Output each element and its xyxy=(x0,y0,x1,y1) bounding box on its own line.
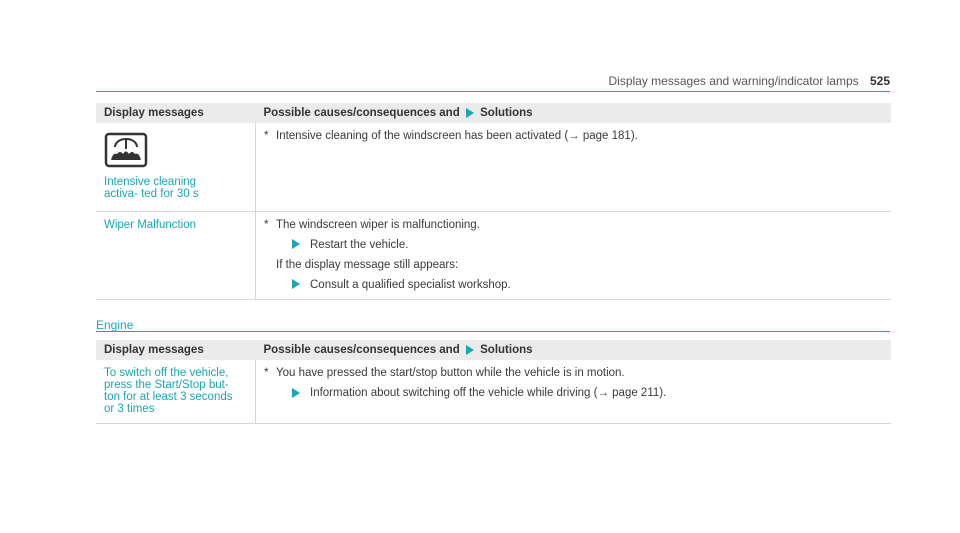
table-header-row xyxy=(96,340,891,360)
bullet: * xyxy=(264,218,269,231)
solution-step: Consult a qualified specialist workshop. xyxy=(292,279,883,291)
col-header-causes-solutions: Possible causes/consequences and Solutions xyxy=(256,103,892,123)
col-header-causes-solutions: Possible causes/consequences and Solutions xyxy=(256,340,892,360)
table-header-row xyxy=(96,103,891,123)
display-messages-table-wiper xyxy=(96,103,891,300)
header-divider xyxy=(96,91,890,92)
table-row xyxy=(96,360,891,424)
cause-item: * Intensive cleaning of the windscreen has been activated (→ page 181). xyxy=(264,130,638,142)
step-arrow-icon xyxy=(292,388,300,398)
table-row xyxy=(96,211,891,299)
section-title-engine: Engine xyxy=(96,318,134,332)
display-messages-table-engine xyxy=(96,340,891,424)
solution-step: Restart the vehicle. xyxy=(292,239,883,251)
solution-arrow-icon xyxy=(466,345,474,355)
col-header-display-messages: Display messages xyxy=(96,103,256,123)
message-text: To switch off the vehicle, press the Start/Stop but- ton for at least 3 seconds or 3 times xyxy=(104,367,233,415)
cause-item: * You have pressed the start/stop button while the vehicle is in motion. xyxy=(264,367,625,379)
running-header xyxy=(609,74,891,88)
page-reference-link[interactable]: page 181). xyxy=(582,130,638,142)
solution-step: Information about switching off the vehicle while driving (→ page 211). xyxy=(292,387,883,399)
message-text: Intensive cleaning activa- ted for 30 s xyxy=(104,176,199,200)
cause-cell xyxy=(256,211,892,299)
reference-arrow-icon: → xyxy=(568,130,580,142)
table-row xyxy=(96,123,891,211)
cause-item: * The windscreen wiper is malfunctioning. xyxy=(264,218,480,231)
message-cell xyxy=(96,360,256,424)
cause-cell xyxy=(256,360,892,424)
message-text: Wiper Malfunction xyxy=(104,218,197,231)
header-title: Display messages and warning/indicator lamps xyxy=(608,74,859,88)
cause-cell xyxy=(256,123,892,211)
windscreen-washer-icon xyxy=(104,132,148,168)
page-reference-link[interactable]: page 211). xyxy=(612,387,667,399)
step-arrow-icon xyxy=(292,239,300,249)
solution-arrow-icon xyxy=(466,108,474,118)
page-number: 525 xyxy=(869,74,890,88)
condition-text: If the display message still appears: xyxy=(276,258,459,271)
step-arrow-icon xyxy=(292,279,300,289)
message-cell xyxy=(96,123,256,211)
col-header-display-messages: Display messages xyxy=(96,340,256,360)
bullet: * xyxy=(264,130,269,142)
message-cell xyxy=(96,211,256,299)
section-divider xyxy=(96,331,890,332)
reference-arrow-icon: → xyxy=(597,387,609,399)
bullet: * xyxy=(264,367,269,379)
